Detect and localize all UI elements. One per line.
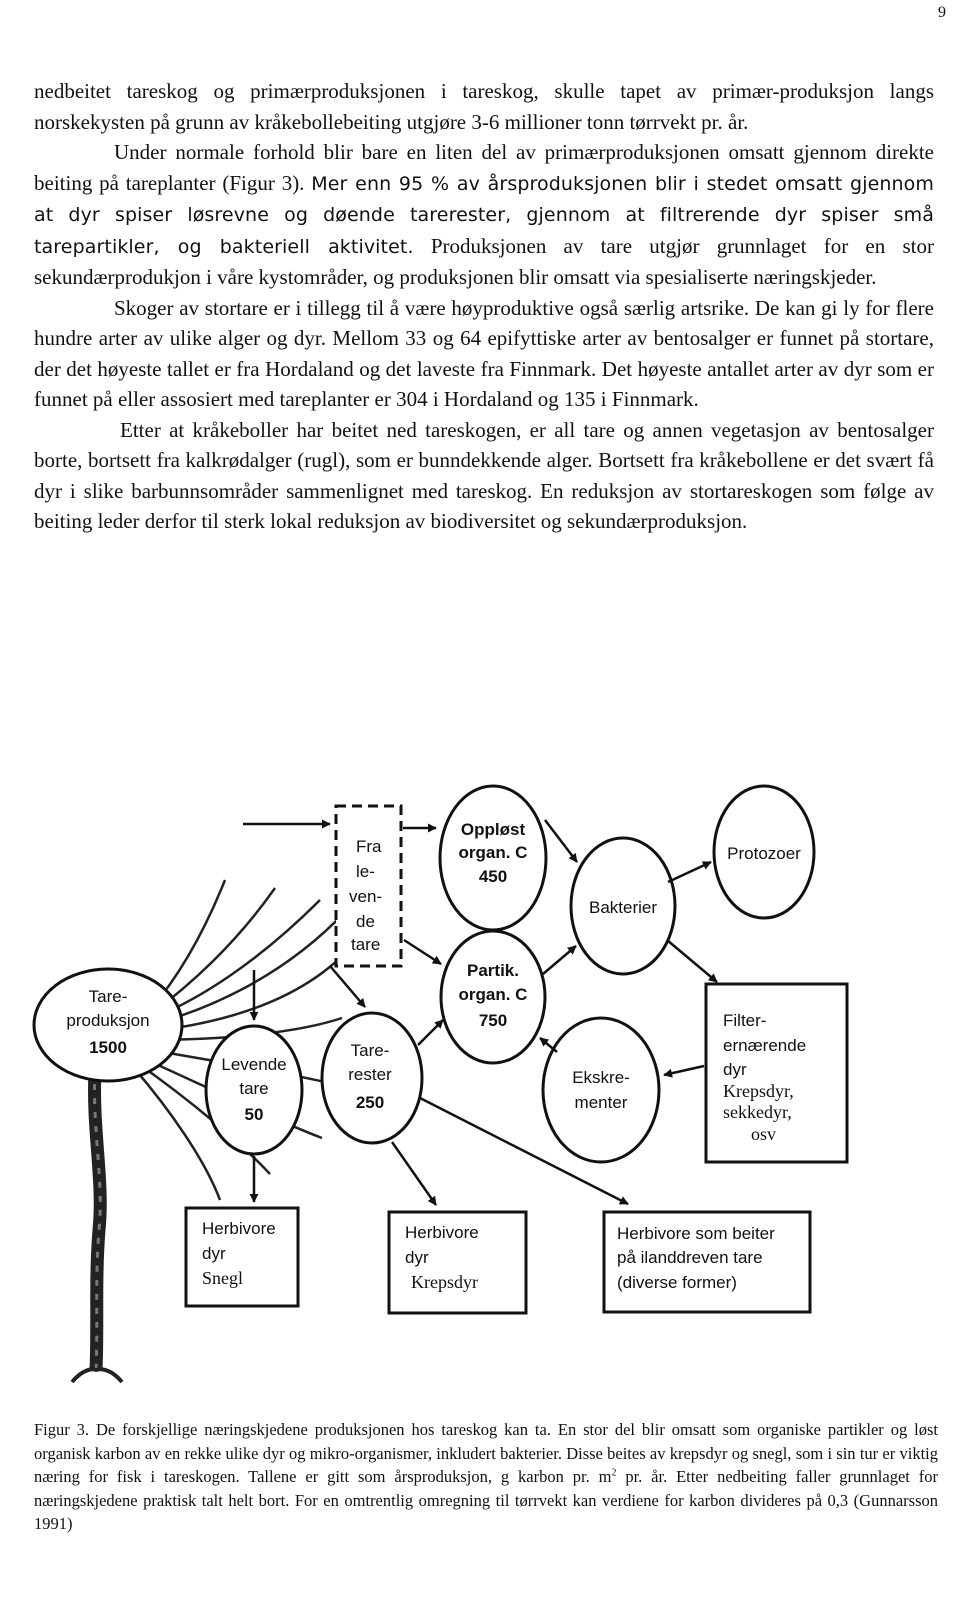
svg-text:sekkedyr,: sekkedyr,: [723, 1102, 792, 1122]
figure-caption: [34, 1418, 938, 1536]
svg-text:Snegl: Snegl: [202, 1268, 244, 1288]
svg-text:rester: rester: [348, 1065, 392, 1084]
kelp-holdfast: [72, 1369, 122, 1382]
ekskrementer-ellipse: [543, 1018, 659, 1162]
svg-text:tare: tare: [239, 1079, 269, 1098]
svg-text:Oppløst: Oppløst: [460, 820, 526, 839]
arrow-opplost-to-bakterier: [545, 820, 577, 862]
protozoer-label: Protozoer: [727, 844, 801, 863]
svg-text:le-: le-: [356, 862, 375, 881]
svg-text:organ. C: organ. C: [458, 985, 528, 1004]
svg-text:Partik.: Partik.: [467, 961, 519, 980]
svg-text:de: de: [356, 912, 375, 931]
arrow-tarerester-to-herbivore-krepsdyr: [392, 1142, 436, 1205]
svg-text:Krepsdyr,: Krepsdyr,: [723, 1081, 794, 1101]
svg-text:50: 50: [244, 1105, 264, 1124]
paragraph-1-text: nedbeitet tareskog og primærproduksjonen i tareskog, skulle tapet av primær-produksjon langs norskekysten på grunn av kråkebollebeiting utgjøre 3-6 millioner tonn tørrvekt pr. år.: [34, 79, 934, 134]
svg-text:Herbivore: Herbivore: [202, 1219, 276, 1238]
paragraph-3-text: Skoger av stortare er i tillegg til å være høyproduktive også særlig artsrike. De kan gi ly for flere hundre arter av ulike alger og dyr. Mellom 33 og 64 epifyttiske arter av bentosalger er funnet på stortare, der det høyeste tallet er fra Hordaland og det laveste fra Finnmark. Det høyeste antallet arter av dyr som er funnet på eller assosiert med tareplanter er 304 i Hordaland og 135 i Finnmark.: [34, 295, 934, 411]
caption-text-b: pr. år. Etter nedbeiting faller grunnlaget for næringskjedene praktisk talt helt bort. For en omtrentlig omregning til tørrvekt kan verdiene for karbon divideres på 0,3 (Gunnarsson 1991): [34, 1467, 938, 1533]
caption-text: [34, 1418, 938, 1536]
caption-text-a: Figur 3. De forskjellige næringskjedene produksjonen hos tareskog kan ta. En stor del blir omsatt som organiske partikler og løst organisk karbon av en rekke ulike dyr og mikro-organismer, inkludert bakterier. Disse beites av krepsdyr og snegl, som i sin tur er viktig næring for fisk i tareskogen. Tallene er gitt som årsproduksjon, g karbon pr. m: [34, 1420, 938, 1486]
food-web-figure: [0, 770, 960, 1410]
svg-text:organ. C: organ. C: [458, 843, 528, 862]
paragraph-1: [34, 76, 934, 137]
arrow-bakterier-to-protozoer: [668, 862, 711, 882]
svg-text:450: 450: [478, 867, 508, 886]
paragraph-2-text-b: Mer enn 95 % av årsproduksjonen blir i stedet omsatt gjennom at dyr spiser løsrevne og døende tarerester, gjennom at filtrerende dyr spiser små tarepartikler, og bakteriell aktivitet.: [34, 172, 934, 258]
arrow-filter-to-ekskrementer: [664, 1066, 704, 1075]
bakterier-label: Bakterier: [588, 898, 658, 917]
svg-text:Tare-: Tare-: [88, 987, 128, 1006]
svg-text:på ilanddreven tare: på ilanddreven tare: [617, 1248, 763, 1267]
svg-text:Filter-: Filter-: [723, 1011, 767, 1030]
svg-text:tare: tare: [351, 935, 381, 954]
svg-text:ven-: ven-: [349, 887, 383, 906]
svg-text:Tare-: Tare-: [350, 1041, 390, 1060]
paragraph-2: [34, 137, 934, 293]
page-number: 9: [938, 4, 946, 21]
paragraph-4: [34, 415, 934, 537]
paragraph-2-text-c: Produksjonen av tare utgjør grunnlaget for en stor sekundærprodukjon i våre kystområder, og produksjonen blir omsatt via spesialiserte næringskjeder.: [34, 233, 934, 289]
food-web-diagram: [0, 770, 960, 1410]
arrow-tarerester-to-partik: [418, 1020, 443, 1045]
arrow-to-tarerester: [330, 966, 365, 1007]
paragraph-3: [34, 293, 934, 415]
paragraph-4-text: Etter at kråkeboller har beitet ned tareskogen, er all tare og annen vegetasjon av bentosalger borte, bortsett fra kalkrødalger (rugl), som er bunndekkende alger. Bortsett fra kråkebollene er det svært få dyr i slike barbunnsområder sammenlignet med tareskog. En reduksjon av stortareskogen som følge av beiting leder derfor til sterk lokal reduksjon av biodiversitet og sekundærproduksjon.: [34, 417, 934, 533]
svg-text:dyr: dyr: [405, 1248, 429, 1267]
arrow-fra-tare-to-partik: [404, 940, 441, 964]
svg-text:dyr: dyr: [202, 1244, 226, 1263]
svg-text:osv: osv: [751, 1124, 777, 1144]
arrow-partik-to-bakterier: [543, 946, 576, 974]
svg-text:Fra: Fra: [356, 837, 382, 856]
svg-text:Krepsdyr: Krepsdyr: [411, 1272, 478, 1292]
svg-text:produksjon: produksjon: [66, 1011, 150, 1030]
svg-text:dyr: dyr: [723, 1060, 747, 1079]
svg-text:Herbivore: Herbivore: [405, 1223, 479, 1242]
svg-text:(diverse former): (diverse former): [617, 1273, 737, 1292]
body-text: [34, 76, 934, 537]
caption-superscript: 2: [611, 1467, 617, 1479]
svg-text:1500: 1500: [89, 1038, 127, 1057]
paragraph-2-text-a: Under normale forhold blir bare en liten del av primærproduksjonen omsatt gjennom direkte beiting på tareplanter (Figur 3).: [34, 140, 934, 195]
svg-text:250: 250: [355, 1093, 385, 1112]
svg-text:menter: menter: [574, 1093, 628, 1112]
svg-text:Levende: Levende: [221, 1055, 287, 1074]
svg-text:Ekskre-: Ekskre-: [572, 1068, 630, 1087]
svg-text:750: 750: [478, 1011, 508, 1030]
svg-text:ernærende: ernærende: [723, 1036, 807, 1055]
arrow-bakterier-to-filter: [667, 940, 717, 982]
svg-text:Herbivore som beiter: Herbivore som beiter: [617, 1224, 775, 1243]
